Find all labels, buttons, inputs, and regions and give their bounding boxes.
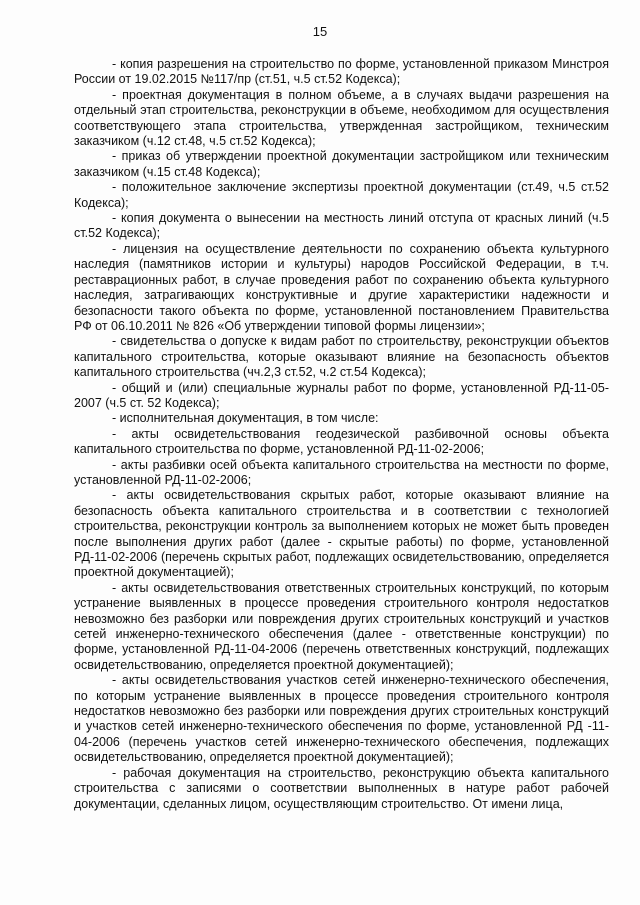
paragraph: - проектная документация в полном объеме, а в случаях выдачи разрешения на отдельный этап строительства, реконструкции в объеме, необходимом для осуществления соответствующего этапа строительства, утвержденная застройщиком, техническим заказчиком (ч.12 ст.48, ч.5 ст.52 Кодекса);	[74, 87, 609, 149]
paragraph: - свидетельства о допуске к видам работ по строительству, реконструкции объектов капитального строительства, которые оказывают влияние на безопасность объектов капитального строительства (чч.2,3 ст.52, ч.2 ст.54 Кодекса);	[74, 334, 609, 380]
paragraph: - копия разрешения на строительство по форме, установленной приказом Минстроя России от 19.02.2015 №117/пр (ст.51, ч.5 ст.52 Кодекса);	[74, 57, 609, 87]
paragraph: - положительное заключение экспертизы проектной документации (ст.49, ч.5 ст.52 Кодекса);	[74, 180, 609, 210]
page-number: 15	[312, 24, 328, 39]
paragraph: - акты освидетельствования участков сетей инженерно-технического обеспечения, по которым устранение выявленных в процессе проведения строительного контроля недостатков невозможно без разборки или повреждения других строительных конструкций и участков сетей инженерно-технического обеспечения по форме, установленной РД -11-04-2006 (перечень участков сетей инженерно-технического обеспечения, подлежащих освидетельствованию, определяется проектной документацией);	[74, 673, 609, 765]
paragraph: - копия документа о вынесении на местность линий отступа от красных линий (ч.5 ст.52 Кодекса);	[74, 211, 609, 241]
paragraph: - рабочая документация на строительство, реконструкцию объекта капитального строительства с записями о соответствии выполненных в натуре работ рабочей документации, сделанных лицом, осуществляющим строительство. От имени лица,	[74, 765, 609, 811]
document-body	[74, 57, 609, 812]
paragraph: - общий и (или) специальные журналы работ по форме, установленной РД-11-05-2007 (ч.5 ст. 52 Кодекса);	[74, 380, 609, 410]
paragraph: - акты освидетельствования ответственных строительных конструкций, по которым устранение выявленных в процессе проведения строительного контроля недостатков невозможно без разборки или повреждения других строительных конструкций и участков сетей инженерно-технического обеспечения (далее - ответственные конструкции) по форме, установленной РД-11-04-2006 (перечень ответственных конструкций, подлежащих освидетельствованию, определяется проектной документацией);	[74, 580, 609, 672]
paragraph: - лицензия на осуществление деятельности по сохранению объекта культурного наследия (памятников истории и культуры) народов Российской Федерации, в т.ч. реставрационных работ, в случае проведения работ по сохранению объекта культурного наследия, затрагивающих конструктивные и другие характеристики надежности и безопасности такого объекта по форме, установленной постановлением Правительства РФ от 06.10.2011 № 826 «Об утверждении типовой формы лицензии»;	[74, 241, 609, 333]
paragraph: - акты освидетельствования скрытых работ, которые оказывают влияние на безопасность объекта капитального строительства и в соответствии с технологией строительства, реконструкции контроль за выполнением которых не может быть проведен после выполнения других работ (далее - скрытые работы) по форме, установленной РД-11-02-2006 (перечень скрытых работ, подлежащих освидетельствованию, определяется проектной документацией);	[74, 488, 609, 580]
paragraph: - приказ об утверждении проектной документации застройщиком или техническим заказчиком (ч.15 ст.48 Кодекса);	[74, 149, 609, 179]
paragraph: - акты разбивки осей объекта капитального строительства на местности по форме, установленной РД-11-02-2006;	[74, 457, 609, 487]
paragraph: - акты освидетельствования геодезической разбивочной основы объекта капитального строительства по форме, установленной РД-11-02-2006;	[74, 426, 609, 457]
paragraph: - исполнительная документация, в том числе:	[112, 411, 379, 426]
